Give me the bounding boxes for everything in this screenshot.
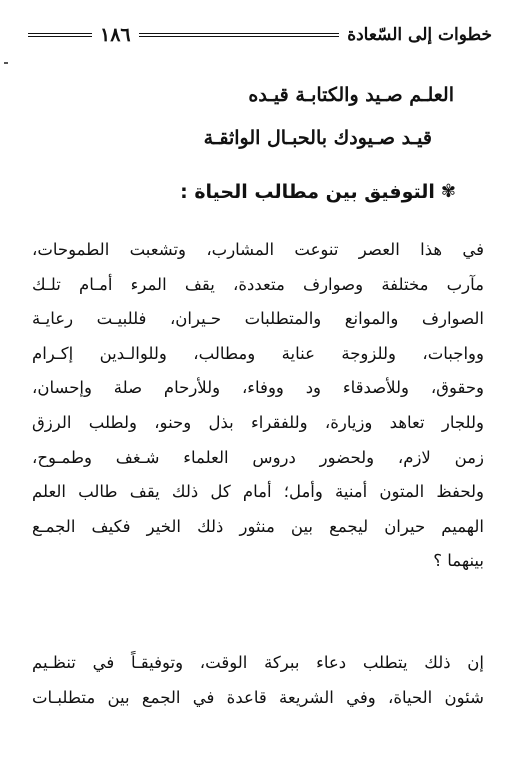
text-line: الصوارف والموانع والمتطلبات حـيران، فللبيـت رعايـة <box>32 309 484 329</box>
page-number: ١٨٦ <box>100 24 131 46</box>
paragraph-1 <box>32 233 484 579</box>
text-line: شئون الحياة، وفي الشريعة قاعدة في الجمع بين متطلبـات <box>32 687 484 707</box>
flower-icon: ✾ <box>440 181 456 202</box>
text-line: وحقوق، وللأصدقاء ود ووفاء، وللأرحام صلة وإحسان، <box>32 378 484 398</box>
text-line: الهميم حيران ليجمع بين منثور ذلك الخير فكيف الجمـع <box>32 516 484 536</box>
text-line: وواجبات، وللزوجة عناية ومطالب، وللوالـدين إكـرام <box>32 343 484 363</box>
header-rule-end <box>28 33 92 37</box>
verse-line-1: العلـم صـيد والكتابـة قيـده <box>248 84 454 106</box>
text-line: مآرب مختلفة وصوارف متعددة، يقف المرء أمـام تلـك <box>32 274 484 294</box>
text-line: ولحفظ المتون أمنية وأمل؛ أمام كل ذلك يقف طالب العلم <box>32 482 484 502</box>
margin-mark <box>4 62 8 64</box>
text-line: إن ذلك يتطلب دعاء ببركة الوقت، وتوفيقـاً في تنظـيم <box>32 653 484 672</box>
page-header <box>28 20 492 50</box>
text-line: وللجار تعاهد وزيارة، وللفقراء بذل وحنو، ولطلب الرزق <box>32 412 484 432</box>
text-line: بينهما ؟ <box>433 551 484 571</box>
header-rule <box>139 33 340 37</box>
text-line: زمن لازم، ولحضور دروس العلماء شـغف وطمـوح، <box>32 447 484 467</box>
text-line: في هذا العصر تنوعت المشارب، وتشعبت الطموحات، <box>32 240 484 259</box>
running-title: خطوات إلى السّعادة <box>347 25 492 45</box>
section-heading <box>40 181 456 203</box>
verse-line-2: قيـد صـيودك بالحبـال الواثقـة <box>203 127 432 149</box>
section-title: التوفيق بين مطالب الحياة : <box>180 181 435 203</box>
paragraph-2 <box>32 646 484 715</box>
